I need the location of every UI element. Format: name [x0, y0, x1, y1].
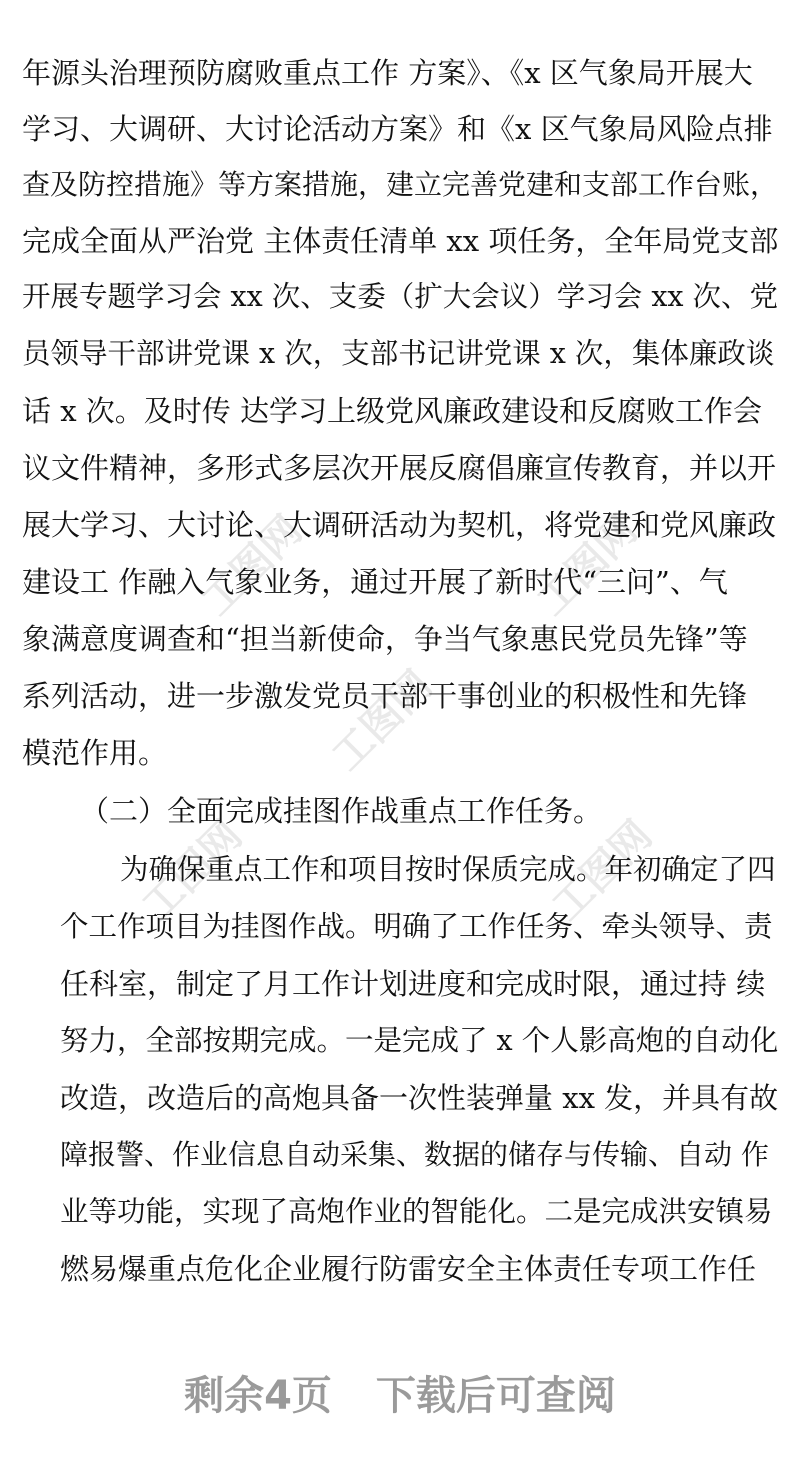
watermark: 工图网: [323, 662, 442, 780]
remaining-pages-label: 剩余4页: [184, 1373, 332, 1419]
watermark: 工图网: [543, 812, 662, 930]
text-line: 系列活动，进一步激发党员干部干事创业的积极性和先锋: [22, 679, 748, 713]
text-line: 为确保重点工作和项目按时保质完成。年初确定了四: [120, 853, 776, 886]
watermark: 工图网: [528, 507, 647, 625]
download-to-view-label[interactable]: 下载后可查阅: [375, 1373, 616, 1419]
text-line: 建设工 作融入气象业务，通过开展了新时代“三问”、气: [22, 565, 728, 599]
text-line: 查及防控措施》等方案措施，建立完善党建和支部工作台账，: [22, 168, 779, 201]
text-line: 员领导干部讲党课 x 次，支部书记讲党课 x 次，集体廉政谈: [22, 337, 775, 370]
text-line: 模范作用。: [22, 736, 168, 770]
text-line: 改造，改造后的高炮具备一次性装弹量 xx 发，并具有故: [60, 1081, 779, 1115]
text-line: 完成全面从严治党 主体责任清单 xx 项任务，全年局党支部: [22, 224, 779, 258]
section-heading: （二）全面完成挂图作战重点工作任务。: [80, 794, 603, 828]
watermark: 工图网: [133, 812, 252, 930]
download-banner[interactable]: [0, 1366, 800, 1426]
text-line: 个工作项目为挂图作战。明确了工作任务、牵头领导、责: [60, 910, 773, 943]
text-line: 年源头治理预防腐败重点工作 方案》、《x 区气象局开展大: [22, 56, 753, 90]
text-line: 象满意度调查和“担当新使命，争当气象惠民党员先锋”等: [22, 622, 748, 656]
text-line: 燃易爆重点危化企业履行防雷安全主体责任专项工作任: [60, 1252, 757, 1286]
text-line: 业等功能，实现了高炮作业的智能化。二是完成洪安镇易: [60, 1195, 773, 1228]
text-line: 话 x 次。及时传 达学习上级党风廉政建设和反腐败工作会: [22, 394, 763, 428]
text-line: 任科室，制定了月工作计划进度和完成时限，通过持 续: [60, 967, 766, 1001]
text-line: 议文件精神，多形式多层次开展反腐倡廉宣传教育，并以开: [22, 451, 777, 485]
text-line: 障报警、作业信息自动采集、数据的储存与传输、自动 作: [60, 1138, 769, 1171]
text-line: 努力，全部按期完成。一是完成了 x 个人影高炮的自动化: [60, 1024, 779, 1057]
text-line: 开展专题学习会 xx 次、支委（扩大会议）学习会 xx 次、党: [22, 280, 779, 313]
text-line: 展大学习、大讨论、大调研活动为契机，将党建和党风廉政: [22, 508, 777, 542]
text-line: 学习、大调研、大讨论活动方案》和《x 区气象局风险点排: [22, 112, 773, 146]
watermark: 工图网: [193, 507, 312, 625]
